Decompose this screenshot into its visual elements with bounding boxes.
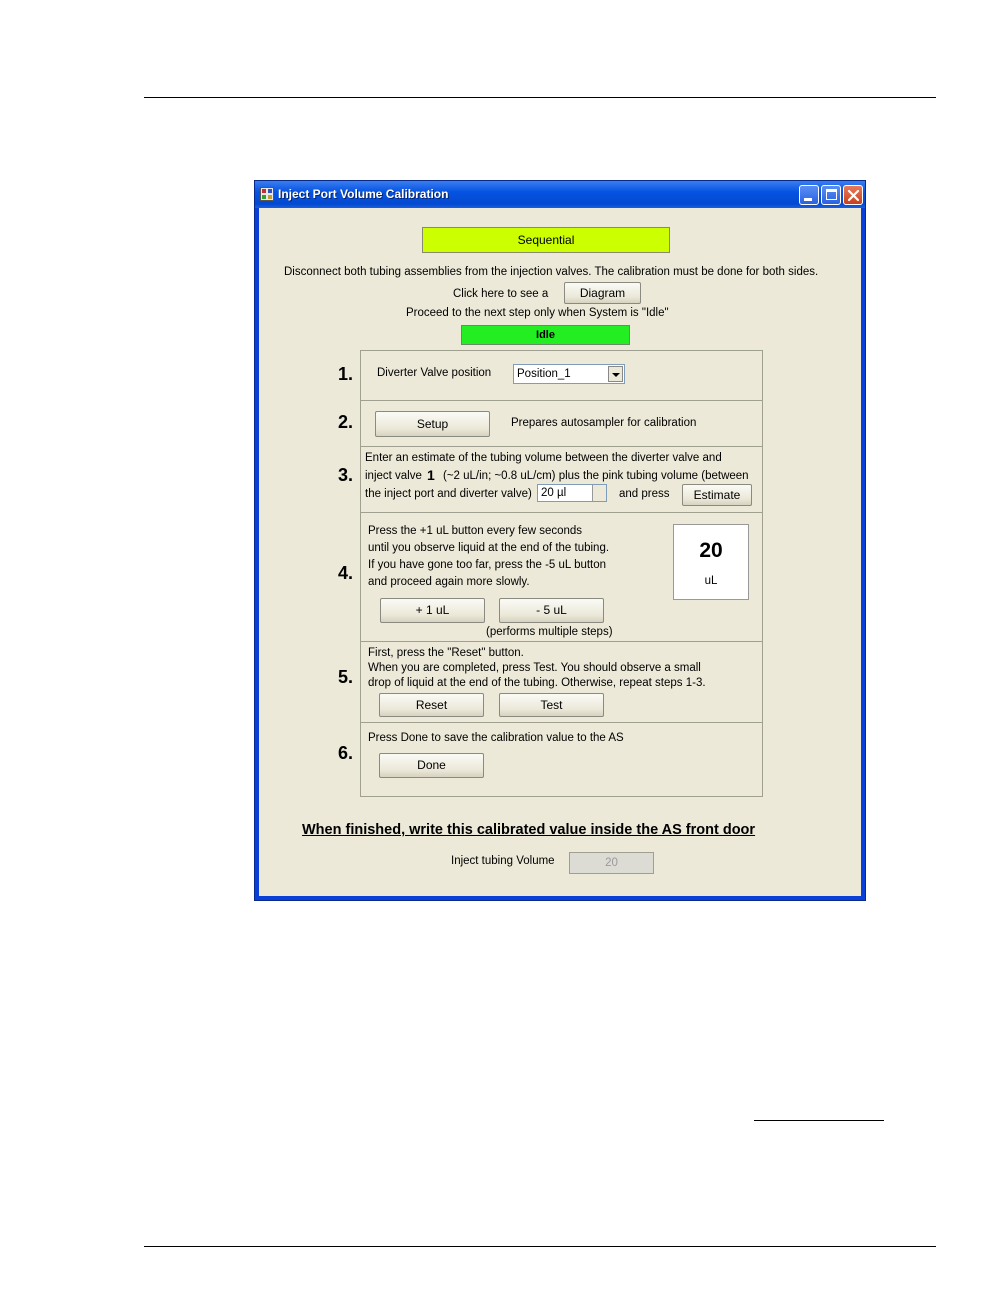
maximize-icon[interactable] (821, 185, 841, 205)
step-6-section (338, 723, 762, 798)
diagram-button[interactable]: Diagram (564, 282, 641, 304)
tubing-volume-spinner[interactable] (537, 484, 607, 502)
estimate-line-2b: (~2 uL/in; ~0.8 uL/cm) plus the pink tubing volume (between (443, 470, 749, 482)
counter-unit: uL (704, 575, 718, 587)
disconnect-instruction: Disconnect both tubing assemblies from the injection valves. The calibration must be done for both sides. (284, 266, 819, 278)
plus-1-ul-button[interactable]: + 1 uL (380, 598, 485, 623)
and-press-label: and press (619, 488, 670, 500)
multiple-steps-note: (performs multiple steps) (486, 626, 613, 638)
reset-button[interactable]: Reset (379, 693, 484, 717)
step-number: 2. (338, 412, 354, 432)
spinner-value: 20 µl (541, 487, 567, 499)
step-6-line-1: Press Done to save the calibration value to the AS (368, 732, 624, 744)
step-4-line-2: until you observe liquid at the end of the tubing. (368, 542, 610, 554)
title-bar[interactable] (255, 181, 865, 208)
diverter-valve-select[interactable] (513, 364, 625, 384)
step-number: 3. (338, 465, 354, 485)
click-here-label: Click here to see a (453, 288, 549, 300)
test-button[interactable]: Test (499, 693, 604, 717)
step-1-section (338, 351, 762, 401)
estimate-button[interactable]: Estimate (682, 484, 752, 506)
calibration-dialog (254, 180, 866, 901)
estimate-line-1: Enter an estimate of the tubing volume between the diverter valve and (365, 452, 722, 464)
step-3-section (338, 447, 762, 513)
app-icon (260, 187, 274, 201)
select-value: Position_1 (517, 368, 571, 380)
finish-note: When finished, write this calibrated value inside the AS front door (302, 822, 756, 838)
step-5-line-1: First, press the "Reset" button. (368, 647, 524, 659)
system-status-indicator: Idle (461, 325, 630, 345)
estimate-line-3: the inject port and diverter valve) (365, 488, 532, 500)
page-bottom-rule (144, 1246, 936, 1247)
inject-volume-label: Inject tubing Volume (451, 855, 555, 867)
step-5-line-3: drop of liquid at the end of the tubing. Otherwise, repeat steps 1-3. (368, 677, 706, 689)
step-4-line-1: Press the +1 uL button every few seconds (368, 525, 583, 537)
volume-counter-display (673, 524, 749, 600)
inject-valve-number: 1 (427, 467, 435, 483)
page-top-rule (144, 97, 936, 98)
dialog-body (259, 208, 861, 896)
window-title: Inject Port Volume Calibration (278, 187, 449, 201)
setup-description: Prepares autosampler for calibration (511, 417, 697, 429)
step-number: 4. (338, 563, 354, 583)
step-4-line-4: and proceed again more slowly. (368, 576, 530, 588)
estimate-line-2a: inject valve (365, 470, 422, 482)
step-5-line-2: When you are completed, press Test. You should observe a small (368, 662, 701, 674)
step-4-section (338, 513, 762, 642)
step-number: 1. (338, 364, 354, 384)
step-5-section (338, 642, 762, 723)
step-2-section (338, 401, 762, 447)
chevron-down-icon[interactable] (608, 366, 623, 382)
inject-volume-field: 20 (569, 852, 654, 874)
page-short-rule (754, 1120, 884, 1121)
counter-value: 20 (699, 539, 723, 562)
spinner-down-icon[interactable] (592, 493, 606, 501)
step-number: 6. (338, 743, 354, 763)
step-4-line-3: If you have gone too far, press the -5 uL button (368, 559, 607, 571)
proceed-instruction: Proceed to the next step only when System is "Idle" (406, 307, 669, 319)
close-icon[interactable] (843, 185, 863, 205)
spinner-up-icon[interactable] (592, 485, 606, 493)
diverter-valve-label: Diverter Valve position (377, 367, 492, 379)
minimize-icon[interactable] (799, 185, 819, 205)
setup-button[interactable]: Setup (375, 411, 490, 437)
mode-banner: Sequential (422, 227, 670, 253)
calibration-steps (338, 350, 763, 797)
done-button[interactable]: Done (379, 753, 484, 778)
minus-5-ul-button[interactable]: - 5 uL (499, 598, 604, 623)
step-number: 5. (338, 667, 354, 687)
